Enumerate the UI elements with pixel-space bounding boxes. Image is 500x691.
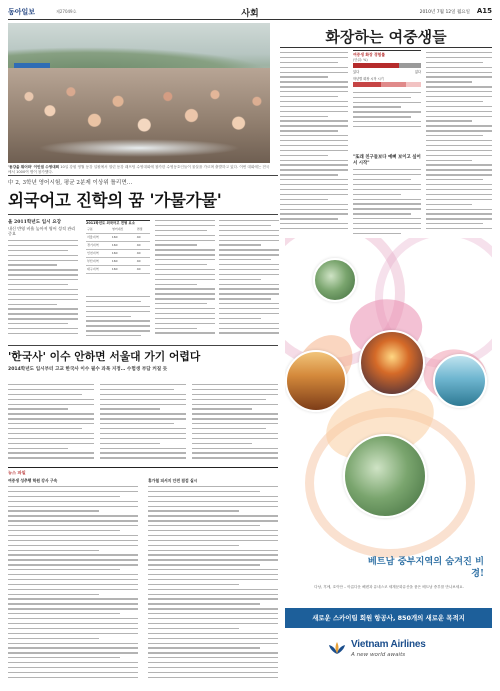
- section-rule-second: [8, 345, 278, 346]
- ad-blurb: 다낭, 후에, 호이안 – 아름다운 해변과 유네스코 세계문화유산을 품은 베트남 중부를 만나보세요.: [314, 585, 464, 589]
- table-cell: 40: [136, 241, 150, 249]
- infobox-bar2: [353, 82, 421, 88]
- table-cell: 서울지역: [86, 233, 111, 241]
- ad-photo-temple: [285, 350, 347, 412]
- second-body-col2: [100, 384, 186, 464]
- infobox-label2: 학년별 화장 시작 시기: [353, 76, 384, 81]
- photo-caption: [8, 165, 270, 174]
- bar-segment-yes: [353, 63, 399, 68]
- second-subtitle: 2014학년도 입시부터 고교 한국사 이수 필수 과목 지정… 수험생 부담 커질 듯: [8, 367, 168, 372]
- vietnam-airlines-ad: [285, 238, 492, 683]
- feature-infobox: [353, 50, 421, 150]
- main-body-col4: [219, 220, 279, 340]
- main-kicker: 中 2, 3학년 영어시험, 평균 2분제 이상위 틀리면…: [8, 180, 133, 186]
- left-sub-text: 내신 반영 비율 높아져 영어 성적 관리 중요: [8, 225, 76, 236]
- table-cell: 40: [136, 233, 150, 241]
- feature-body-col1: [280, 52, 348, 242]
- table-cell: 160: [111, 233, 136, 241]
- table-row: [86, 265, 150, 273]
- table-cell: 160: [111, 249, 136, 257]
- table-cell: 경기지역: [86, 241, 111, 249]
- issue-date: 2010년 7월 12일 월요일: [419, 10, 470, 15]
- table-row: [86, 241, 150, 249]
- table-cell: 40: [136, 257, 150, 265]
- ad-band: 새로운 스카이팀 회원 항공사, 850개의 새로운 목적지: [285, 608, 492, 628]
- bar2-segment-1: [353, 82, 381, 87]
- bar2-segment-2: [381, 82, 406, 87]
- table-cell: 면접: [136, 225, 150, 233]
- table-row: [86, 257, 150, 265]
- vietnam-airlines-logo: [327, 635, 457, 663]
- table-cell: 구분: [86, 225, 111, 233]
- infobox-bar: [353, 63, 421, 69]
- ad-photo-lotus: [313, 258, 357, 302]
- main-body-col2: [86, 296, 150, 340]
- section-title: 사회: [241, 9, 259, 19]
- edition-number: 제27049호: [56, 9, 77, 14]
- page-number: A15: [476, 7, 492, 15]
- table-cell: 160: [111, 257, 136, 265]
- second-body-col1: [8, 384, 94, 464]
- admission-table-grid: [86, 225, 150, 274]
- table-cell: 160: [111, 241, 136, 249]
- main-body-col3: [155, 220, 215, 340]
- brief-item-1: 여중생 성추행 학원 강사 구속: [8, 478, 58, 483]
- infobox-unit: (단위: %): [353, 57, 368, 62]
- bar2-segment-3: [406, 82, 421, 87]
- table-cell: 대구지역: [86, 265, 111, 273]
- second-headline: '한국사' 이수 안하면 서울대 가기 어렵다: [8, 350, 201, 363]
- photo-caption-text: 10일 강원 영월 동강 일원에서 열린 동강 래프팅 수영대회에 참가한 수영동호인들이 물살을 가르며 출발하고 있다. 이번 대회에는 전국에서 1000여 명이 참가했다.: [8, 165, 270, 174]
- news-brief-label: 뉴스 파일: [8, 470, 26, 475]
- table-cell: 인천지역: [86, 249, 111, 257]
- ad-photo-valley: [343, 434, 427, 518]
- brief-item-2: 휴가철 피서지 안전 점검 실시: [148, 478, 198, 483]
- ad-photo-coast: [433, 354, 487, 408]
- section-rule-main: [8, 214, 278, 215]
- bar-segment-no: [399, 63, 421, 68]
- left-sub-title: 올 2011학년도 입시 요강: [8, 220, 62, 225]
- masthead: [8, 6, 492, 20]
- section-rule-top: [8, 175, 278, 176]
- table-cell: 영어내신: [111, 225, 136, 233]
- lotus-logo-icon: [327, 639, 347, 659]
- feature-subhead: "또래 친구들보다 예뻐 보이고 싶어서 시작": [353, 155, 421, 166]
- table-cell: 160: [111, 265, 136, 273]
- ad-tagline: 베트남 중부지역의 숨겨진 비경!: [367, 556, 484, 579]
- feature-headline: 화장하는 여중생들: [280, 24, 492, 48]
- feature-subhead-box: [353, 155, 421, 239]
- bar-label-no: 없다: [414, 69, 421, 74]
- main-left-sub: [8, 220, 78, 338]
- main-headline: 외국어고 진학의 꿈 '가물가물': [8, 191, 222, 210]
- paper-name: 동아일보: [8, 7, 36, 16]
- table-row: [86, 225, 150, 233]
- bar-label-yes: 있다: [353, 69, 360, 74]
- table-cell: 40: [136, 249, 150, 257]
- table-row: [86, 233, 150, 241]
- ad-brand-tagline: A new world awaits: [351, 652, 406, 658]
- ad-brand: Vietnam Airlines: [351, 639, 426, 650]
- ad-photo-night-town: [359, 330, 425, 396]
- infobox-title: 여중생 화장 경험률: [353, 52, 385, 57]
- brief-body-col2: [148, 486, 278, 682]
- admission-table: [86, 220, 150, 290]
- table-cell: 부산지역: [86, 257, 111, 265]
- news-brief: [8, 467, 278, 476]
- second-body-col3: [192, 384, 278, 464]
- feature-body-col3: [426, 52, 492, 238]
- table-cell: 40: [136, 265, 150, 273]
- brief-body-col1: [8, 486, 138, 682]
- swimming-event-photo: [8, 23, 270, 163]
- table-title: 2011학년도 외국어고 전형 요소: [86, 221, 136, 225]
- table-row: [86, 249, 150, 257]
- photo-caption-title: '동강을 뛰어라' 이인권 수영대회: [8, 165, 60, 169]
